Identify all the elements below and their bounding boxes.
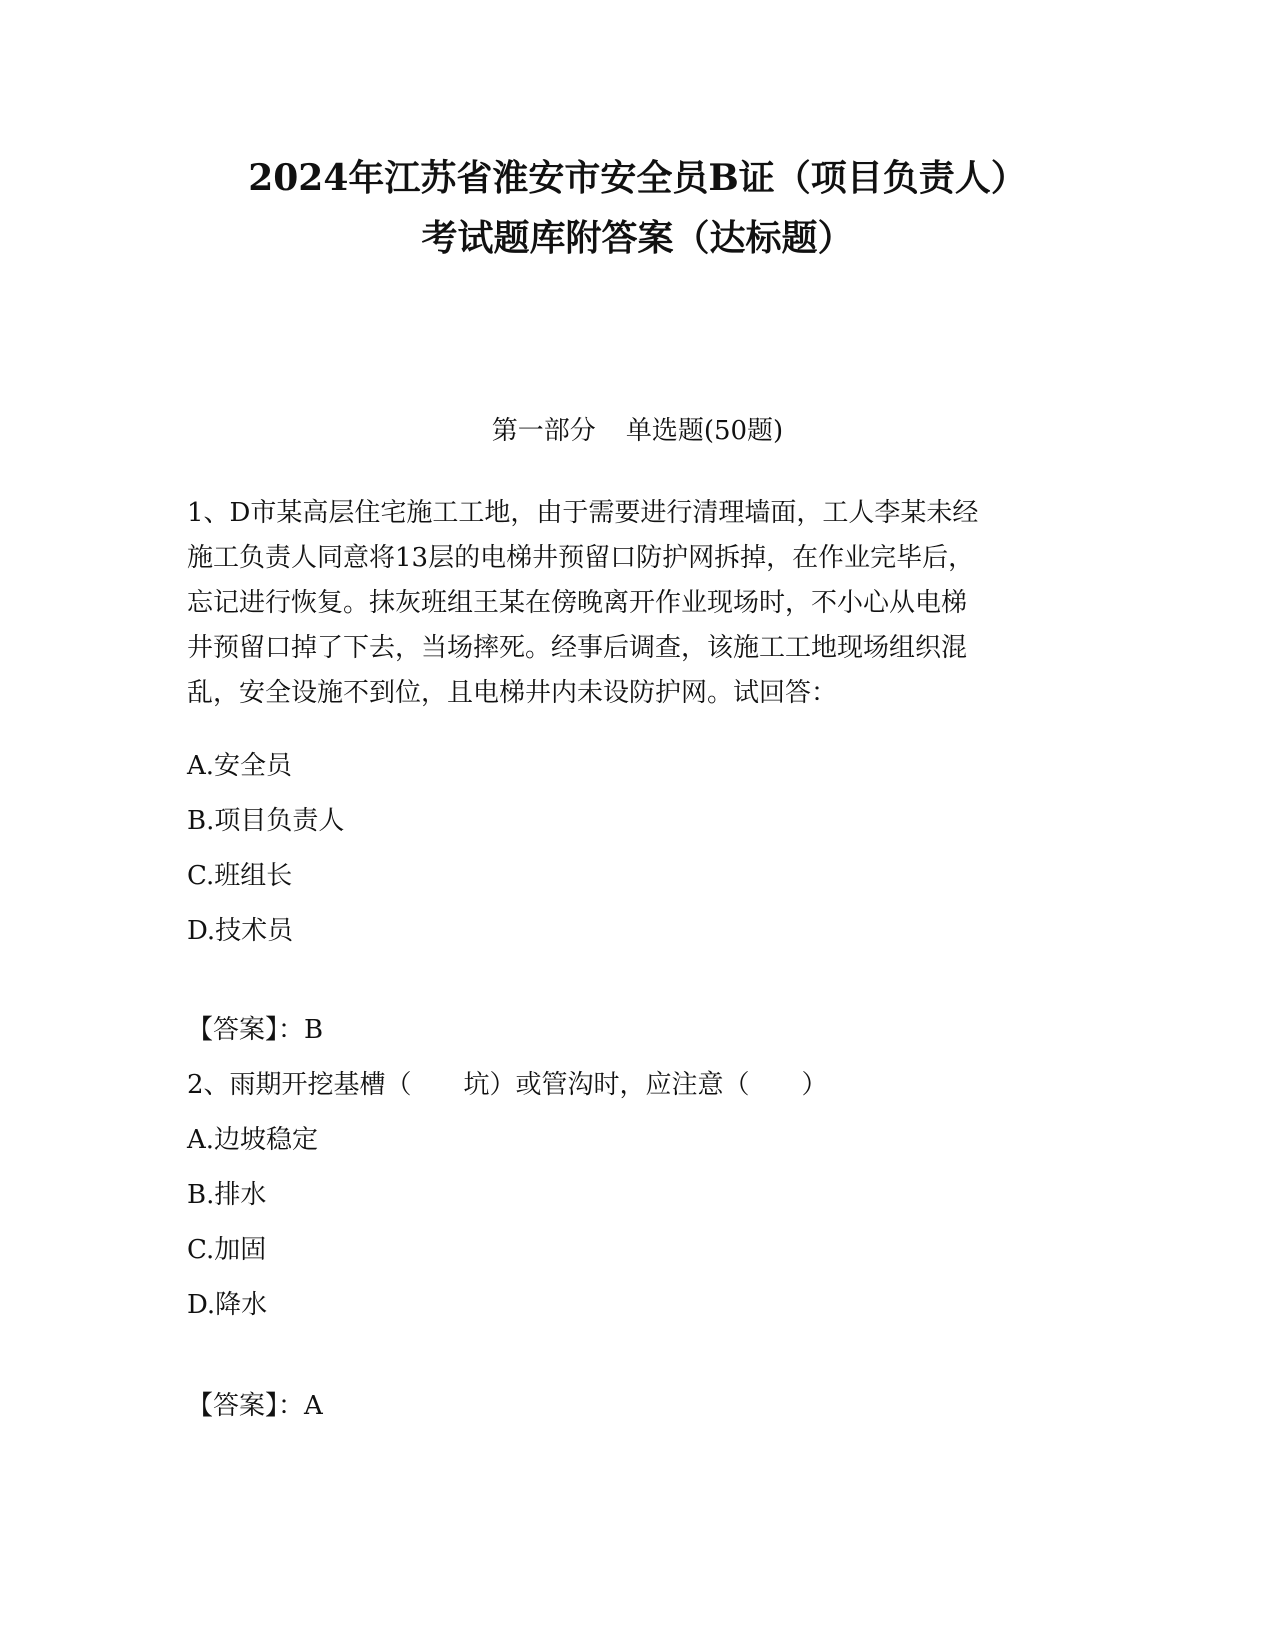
question-2-option-b: B.排水 <box>187 1180 267 1210</box>
question-1-option-d: D.技术员 <box>187 916 294 946</box>
question-1-option-a: A.安全员 <box>187 751 293 781</box>
title-line-2: 考试题库附答案（达标题） <box>421 217 854 259</box>
question-1-option-c: C.班组长 <box>187 861 293 891</box>
question-1-answer <box>187 1012 323 1048</box>
answer-value: B <box>304 1015 324 1045</box>
question-1-option-b: B.项目负责人 <box>187 806 345 836</box>
document-title <box>120 148 1155 268</box>
question-1-stem-line: 井预留口掉了下去，当场摔死。经事后调查，该施工工地现场组织混 <box>187 633 968 663</box>
section-heading <box>0 413 1275 449</box>
section-name: 单选题(50题) <box>625 416 784 446</box>
answer-label: 【答案】： <box>187 1391 305 1421</box>
section-part: 第一部分 <box>491 416 596 446</box>
question-2-answer <box>187 1388 323 1424</box>
question-1-stem-line: 忘记进行恢复。抹灰班组王某在傍晚离开作业现场时，不小心从电梯 <box>187 588 968 618</box>
question-1-stem-line: 乱，安全设施不到位，且电梯井内未设防护网。试回答： <box>187 678 838 708</box>
question-2-option-d: D.降水 <box>187 1290 268 1320</box>
question-1-stem-line: 1、D市某高层住宅施工工地，由于需要进行清理墙面，工人李某未经 <box>187 498 979 528</box>
title-line-1: 2024年江苏省淮安市安全员B证（项目负责人） <box>248 157 1027 199</box>
answer-value: A <box>304 1391 323 1421</box>
question-2-option-c: C.加固 <box>187 1235 267 1265</box>
question-2-option-a: A.边坡稳定 <box>187 1125 319 1155</box>
answer-label: 【答案】： <box>187 1015 305 1045</box>
question-2-stem: 2、雨期开挖基槽（ 坑）或管沟时，应注意（ ） <box>187 1070 828 1100</box>
question-1-stem <box>187 491 1077 716</box>
question-1-stem-line: 施工负责人同意将13层的电梯井预留口防护网拆掉，在作业完毕后， <box>187 543 975 573</box>
